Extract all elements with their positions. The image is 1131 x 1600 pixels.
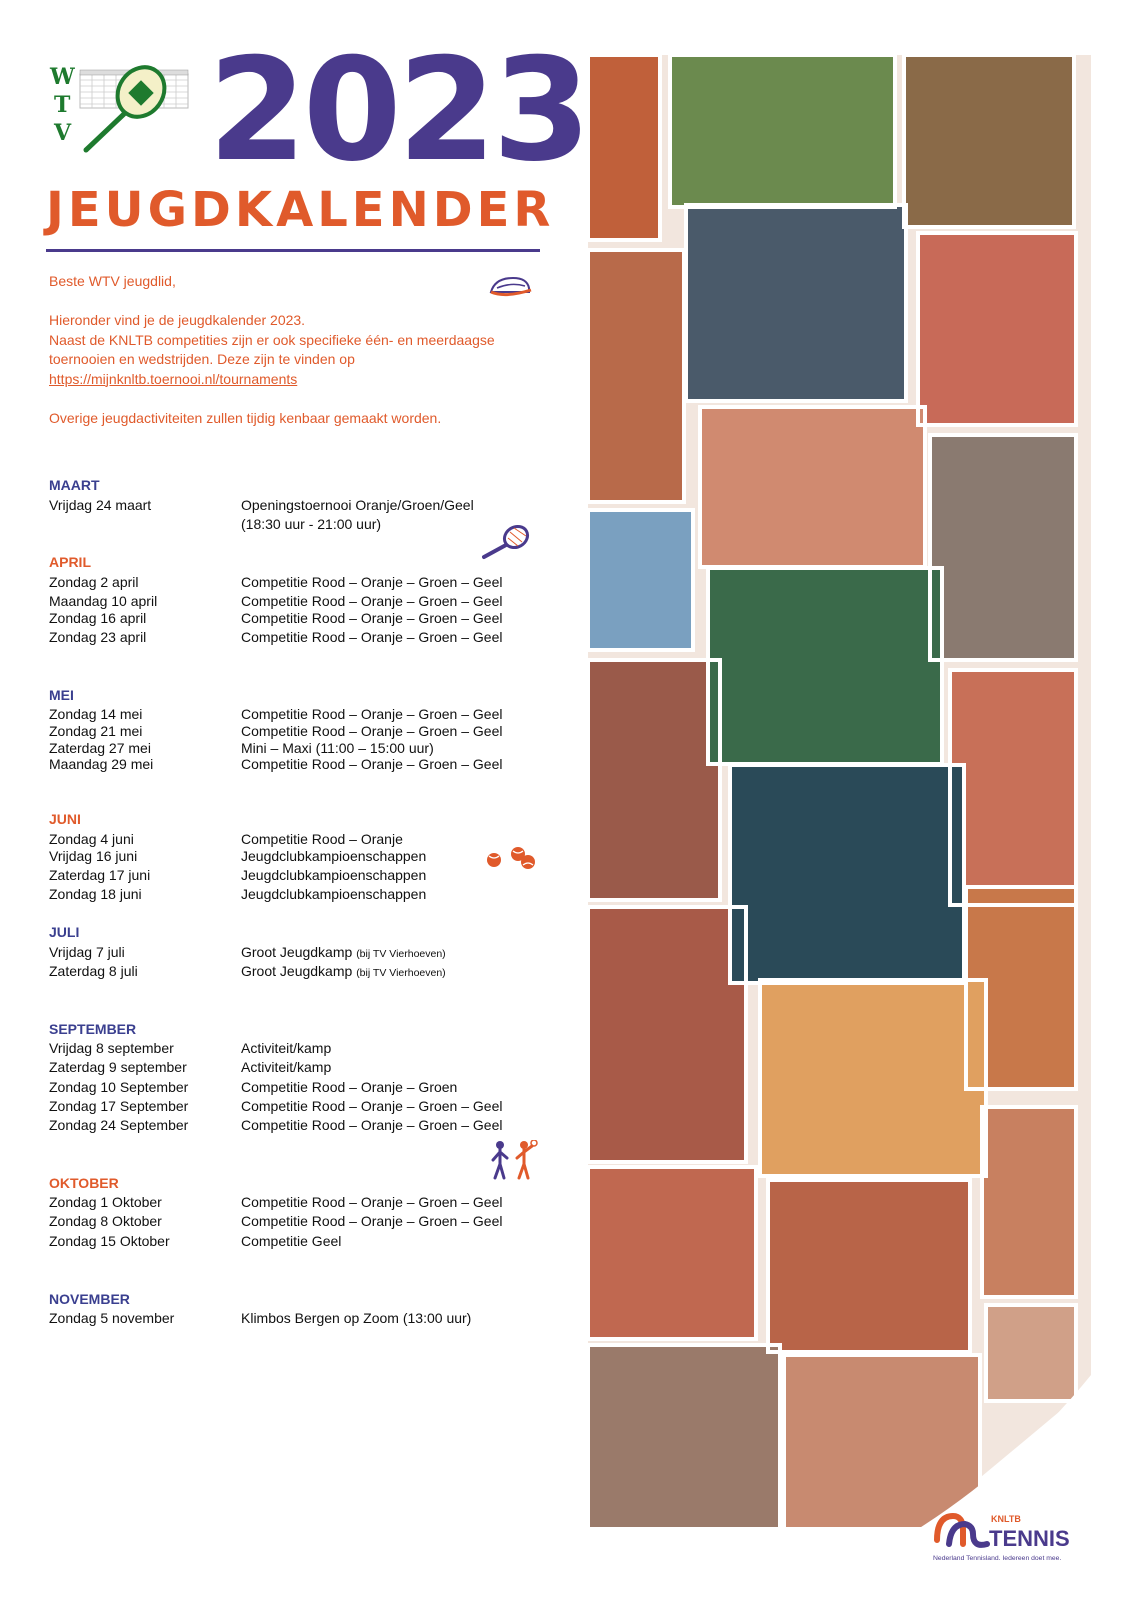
event-title: Activiteit/kamp [241,1040,332,1056]
knltb-org: KNLTB [991,1514,1021,1524]
svg-text:W: W [50,64,75,90]
event-title: Competitie Rood – Oranje – Groen – Geel [241,1098,503,1114]
page-subtitle: JEUGDKALENDER [46,182,555,238]
event-title: Openingstoernooi Oranje/Groen/Geel [241,497,474,513]
event-title: Competitie Rood – Oranje – Groen [241,1079,458,1095]
event-title: Competitie Rood – Oranje – Groen – Geel [241,593,503,609]
event-title: Competitie Rood – Oranje – Groen – Geel [241,1194,503,1210]
event-note: (bij TV Vierhoeven) [356,967,446,979]
event-date: Zondag 23 april [49,629,147,645]
event-date: Vrijdag 16 juni [49,848,138,864]
event-date: Zaterdag 17 juni [49,867,151,883]
wtv-logo [48,58,198,158]
event-title: Competitie Rood – Oranje – Groen – Geel [241,1213,503,1229]
event-note: (bij TV Vierhoeven) [356,948,446,960]
month-heading: JULI [49,924,80,940]
month-heading: SEPTEMBER [49,1021,137,1037]
event-date: Vrijdag 8 september [49,1040,174,1056]
title-divider [46,249,540,252]
event-date: Vrijdag 7 juli [49,944,125,960]
event-title: Competitie Rood – Oranje – Groen – Geel [241,706,503,722]
tournaments-link[interactable]: https://mijnknltb.toernooi.nl/tournaments [49,370,298,387]
event-date: Zondag 1 Oktober [49,1194,162,1210]
month-heading: MEI [49,687,74,703]
event-title: Jeugdclubkampioenschappen [241,848,427,864]
event-date: Zondag 4 juni [49,831,134,847]
event-title: Groot Jeugdkamp (bij TV Vierhoeven) [241,944,446,960]
event-date: Zaterdag 27 mei [49,740,151,756]
event-date: Zondag 2 april [49,574,139,590]
event-date: Zondag 17 September [49,1098,189,1114]
event-title: Jeugdclubkampioenschappen [241,886,427,902]
event-title: Competitie Rood – Oranje – Groen – Geel [241,574,503,590]
event-date: Maandag 29 mei [49,756,154,772]
event-date: Zondag 10 September [49,1079,189,1095]
racket-icon [480,522,532,565]
month-heading: APRIL [49,554,91,570]
intro-line: Naast de KNLTB competities zijn er ook specifieke één- en meerdaagse [49,331,495,348]
event-title: Klimbos Bergen op Zoom (13:00 uur) [241,1310,472,1326]
month-heading: NOVEMBER [49,1291,130,1307]
svg-text:V: V [54,120,72,146]
event-title: Jeugdclubkampioenschappen [241,867,427,883]
intro-text [49,272,549,428]
players-icon [488,1140,538,1187]
event-date: Zondag 16 april [49,610,147,626]
event-date: Zondag 15 Oktober [49,1233,170,1249]
event-date: Maandag 10 april [49,593,158,609]
event-title: Competitie Rood – Oranje – Groen – Geel [241,756,503,772]
event-title: Competitie Rood – Oranje – Groen – Geel [241,723,503,739]
event-title: Competitie Rood – Oranje – Groen – Geel [241,1117,503,1133]
event-date: Zondag 18 juni [49,886,142,902]
event-title: Competitie Geel [241,1233,342,1249]
knltb-tennis-logo [931,1504,1091,1564]
intro-line: Hieronder vind je de jeugdkalender 2023. [49,312,306,328]
tennis-balls-icon [484,844,540,879]
event-date: Zondag 24 September [49,1117,189,1133]
event-date: Zondag 8 Oktober [49,1213,162,1229]
event-date: Zaterdag 8 juli [49,963,138,979]
month-heading: OKTOBER [49,1175,119,1191]
event-date: Vrijdag 24 maart [49,497,152,513]
event-date: Zondag 21 mei [49,723,143,739]
intro-line: Overige jeugdactiviteiten zullen tijdig kenbaar gemaakt worden. [49,409,442,426]
event-title: (18:30 uur - 21:00 uur) [241,516,382,532]
month-heading: MAART [49,477,100,493]
tennis-brand: TENNIS [989,1526,1070,1551]
event-title: Competitie Rood – Oranje [241,831,403,847]
event-title: Competitie Rood – Oranje – Groen – Geel [241,610,503,626]
intro-line: toernooien en wedstrijden. Deze zijn te vinden op [49,351,355,367]
greeting: Beste WTV jeugdlid, [49,273,176,289]
event-title: Groot Jeugdkamp (bij TV Vierhoeven) [241,963,446,979]
event-date: Zaterdag 9 september [49,1059,187,1075]
event-title: Mini – Maxi (11:00 – 15:00 uur) [241,740,434,756]
tagline: Nederland Tennisland. Iedereen doet mee. [933,1555,1062,1562]
month-heading: JUNI [49,811,81,827]
event-date: Zondag 14 mei [49,706,143,722]
svg-text:T: T [54,92,71,118]
photo-collage [588,55,1091,1529]
event-date: Zondag 5 november [49,1310,175,1326]
event-title: Competitie Rood – Oranje – Groen – Geel [241,629,503,645]
page-title: 2023 [208,28,588,193]
event-title: Activiteit/kamp [241,1059,332,1075]
